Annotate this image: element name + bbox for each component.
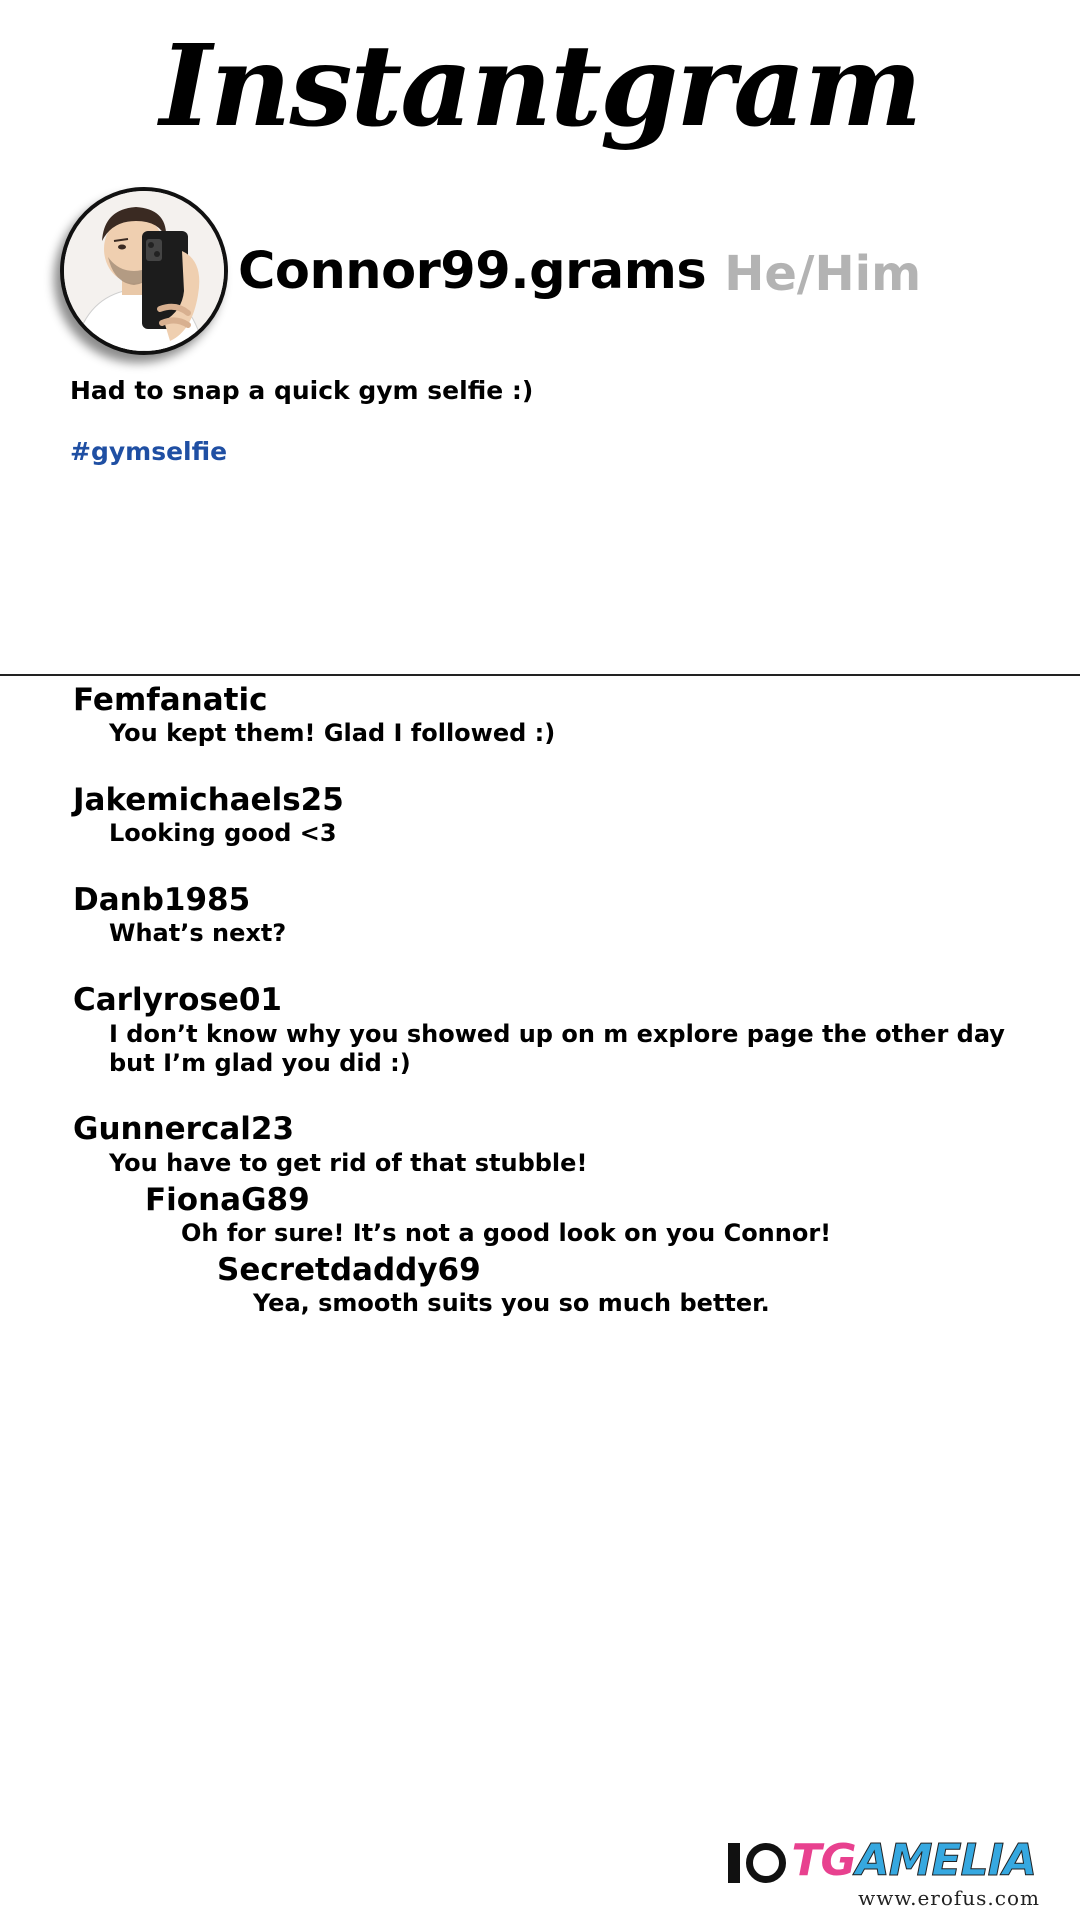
comment-text: What’s next? xyxy=(109,919,287,947)
hashtag-link[interactable]: #gymselfie xyxy=(70,437,228,466)
profile-header xyxy=(60,185,921,357)
comment-text: You kept them! Glad I followed :) xyxy=(109,719,556,747)
comment-username[interactable]: Jakemichaels25 xyxy=(73,782,344,818)
comment-text: I don’t know why you showed up on m explore page the other day xyxy=(109,1020,1005,1048)
comments-divider xyxy=(0,674,1080,676)
comment-text: but I’m glad you did :) xyxy=(109,1049,411,1077)
selfie-avatar-icon xyxy=(64,191,224,351)
comment-username[interactable]: Gunnercal23 xyxy=(73,1111,295,1147)
logo-bar-icon xyxy=(728,1843,740,1883)
reply-username[interactable]: FionaG89 xyxy=(145,1182,310,1218)
post-caption: Had to snap a quick gym selfie :) xyxy=(70,376,534,405)
logo-tg-text: TG xyxy=(791,1835,856,1886)
app-title: Instantgram xyxy=(159,21,921,152)
watermark-logo xyxy=(728,1836,1037,1886)
username[interactable]: Connor99.grams xyxy=(238,241,707,301)
pronouns-label: He/Him xyxy=(724,246,922,302)
comment-text: You have to get rid of that stubble! xyxy=(109,1149,588,1177)
logo-amelia-text: AMELIA xyxy=(855,1835,1036,1886)
avatar[interactable] xyxy=(60,187,228,355)
logo-circle-icon xyxy=(746,1843,786,1883)
comment-username[interactable]: Danb1985 xyxy=(73,882,251,918)
comment-username[interactable]: Femfanatic xyxy=(73,682,268,718)
watermark-site: www.erofus.com xyxy=(858,1886,1040,1910)
reply-text: Yea, smooth suits you so much better. xyxy=(253,1289,770,1317)
reply-text: Oh for sure! It’s not a good look on you Connor! xyxy=(181,1219,832,1247)
comment-username[interactable]: Carlyrose01 xyxy=(73,982,282,1018)
reply-username[interactable]: Secretdaddy69 xyxy=(217,1252,481,1288)
comment-text: Looking good <3 xyxy=(109,819,337,847)
